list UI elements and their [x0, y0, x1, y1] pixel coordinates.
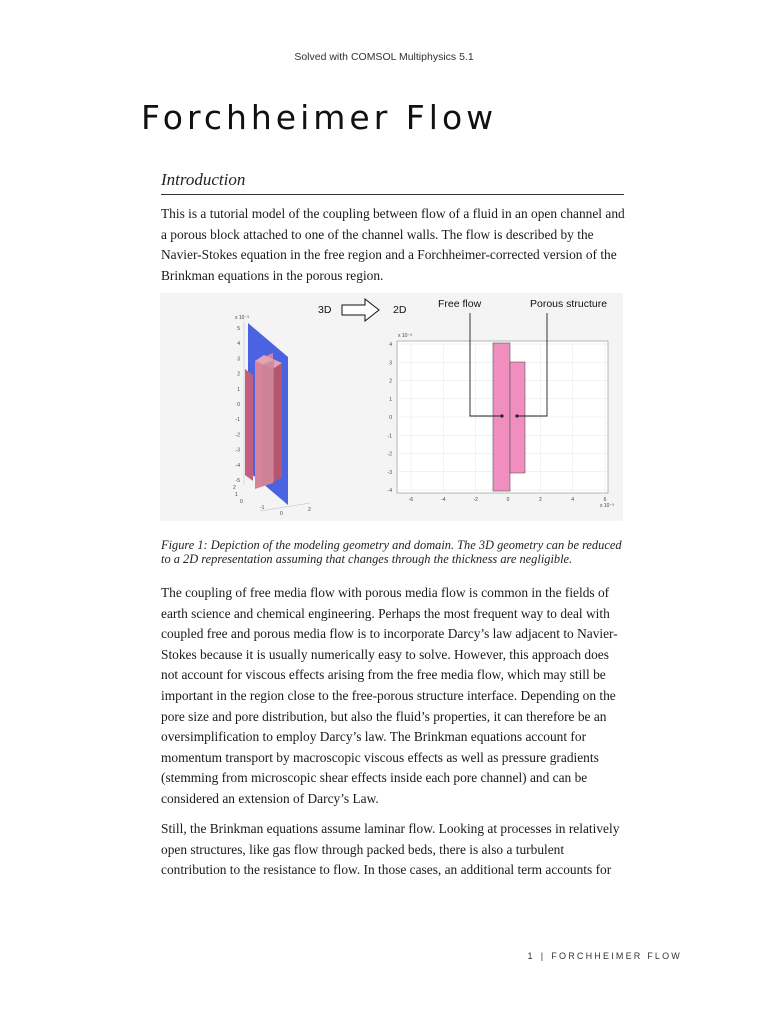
label-porous-structure: Porous structure — [530, 298, 608, 310]
left-tick-label: 1 — [237, 386, 240, 393]
figure-caption: Figure 1: Depiction of the modeling geometry and domain. The 3D geometry can be reduced to a 2D representation assuming that changes through the thickness are negligible. — [161, 538, 622, 566]
right-y-tick-label: 3 — [389, 360, 392, 367]
left-tick-label: 2 — [237, 371, 240, 378]
left-tick-label: -3 — [235, 447, 240, 454]
footer-separator: | — [540, 951, 546, 961]
section-heading: Introduction — [161, 170, 624, 195]
porous-block-side — [245, 369, 253, 481]
page-footer — [0, 951, 682, 961]
label-2d: 2D — [393, 304, 407, 316]
right-x-tick-label: -2 — [473, 497, 478, 503]
left-tick-label: 3 — [237, 356, 240, 363]
footer-running-title: FORCHHEIMER FLOW — [551, 951, 682, 961]
right-y-tick-label: -1 — [387, 433, 392, 440]
left-tick-label: 5 — [237, 326, 240, 332]
left-tick-label: -5 — [235, 478, 240, 484]
intro-paragraph: This is a tutorial model of the coupling between flow of a fluid in an open channel and a porous block attached to one of the channel walls. The flow is described by the Navier-Stokes equation in the free region and a Forchheimer-corrected version of the Brinkman equations in the porous region. — [161, 206, 625, 283]
right-x-tick-label: 0 — [506, 497, 510, 503]
label-free-flow: Free flow — [438, 298, 482, 310]
right-y-tick-label: -2 — [387, 451, 392, 458]
left-tick-label: -4 — [235, 462, 240, 469]
right-y-tick-label: 0 — [389, 415, 392, 421]
left-base-tick-label: 1 — [235, 492, 238, 498]
right-x-tick-label: 6 — [603, 497, 607, 503]
right-x-tick-label: -6 — [408, 497, 414, 503]
right-y-tick-label: 4 — [389, 342, 392, 348]
right-x-tick-label: 2 — [538, 497, 542, 503]
figure-1 — [160, 293, 623, 521]
right-exponent-x: x 10⁻³ — [600, 503, 614, 509]
left-tick-label: -2 — [235, 432, 240, 439]
right-x-tick-label: -4 — [441, 497, 446, 503]
left-base-tick-label: 2 — [308, 507, 311, 513]
label-3d: 3D — [318, 304, 332, 316]
figure-graphic — [160, 293, 623, 521]
porous-block-right — [273, 363, 282, 483]
porous-block-inner — [262, 360, 274, 486]
left-base-tick-label: -1 — [260, 505, 265, 511]
running-header: Solved with COMSOL Multiphysics 5.1 — [294, 51, 474, 63]
right-y-ticks — [388, 342, 393, 494]
left-tick-label: -1 — [235, 417, 240, 424]
body-paragraph: Still, the Brinkman equations assume laminar flow. Looking at processes in relatively open structures, like gas flow through packed beds, there is also a turbulent contribution to the resistance to flow. In those cases, an additional term accounts for — [161, 821, 620, 878]
right-y-tick-label: -3 — [387, 469, 392, 476]
right-y-tick-label: 2 — [389, 378, 392, 385]
porous-pointer-dot — [515, 414, 518, 417]
left-base-tick-label: 0 — [240, 499, 243, 505]
left-base-tick-label: 0 — [280, 511, 283, 517]
left-tick-label: 0 — [237, 402, 240, 408]
left-tick-label: 4 — [237, 341, 240, 348]
right-x-tick-label: 4 — [571, 497, 575, 503]
left-exponent-label: x 10⁻³ — [235, 315, 249, 321]
right-exponent-y: x 10⁻³ — [398, 333, 412, 339]
page-number: 1 — [527, 951, 535, 961]
free-flow-pointer-dot — [500, 414, 503, 417]
right-y-tick-label: -4 — [387, 488, 392, 494]
left-base-tick-label: 2 — [233, 485, 236, 491]
body-paragraph: The coupling of free media flow with porous media flow is common in the fields of earth science and chemical engineering. Perhaps the most frequent way to deal with coupled free and porous media flow is to incorporate Darcy’s law adjacent to Navier-Stokes because it is usually numerically easy to solve. However, this approach does not account for viscous effects arising from the free media flow, which may still be important in the region close to the free-porous structure interface. Depending on the pore size and pore distribution, but also the fluid’s properties, it can therefore be an oversimplification to employ Darcy’s law. The Brinkman equations account for momentum transport by macroscopic viscous effects as well as pressure gradients (stemming from microscopic shear effects inside each pore channel) and can be considered an extension of Darcy’s Law. — [161, 585, 618, 806]
right-y-tick-label: 1 — [389, 396, 392, 403]
page-title: Forchheimer Flow — [141, 98, 498, 137]
